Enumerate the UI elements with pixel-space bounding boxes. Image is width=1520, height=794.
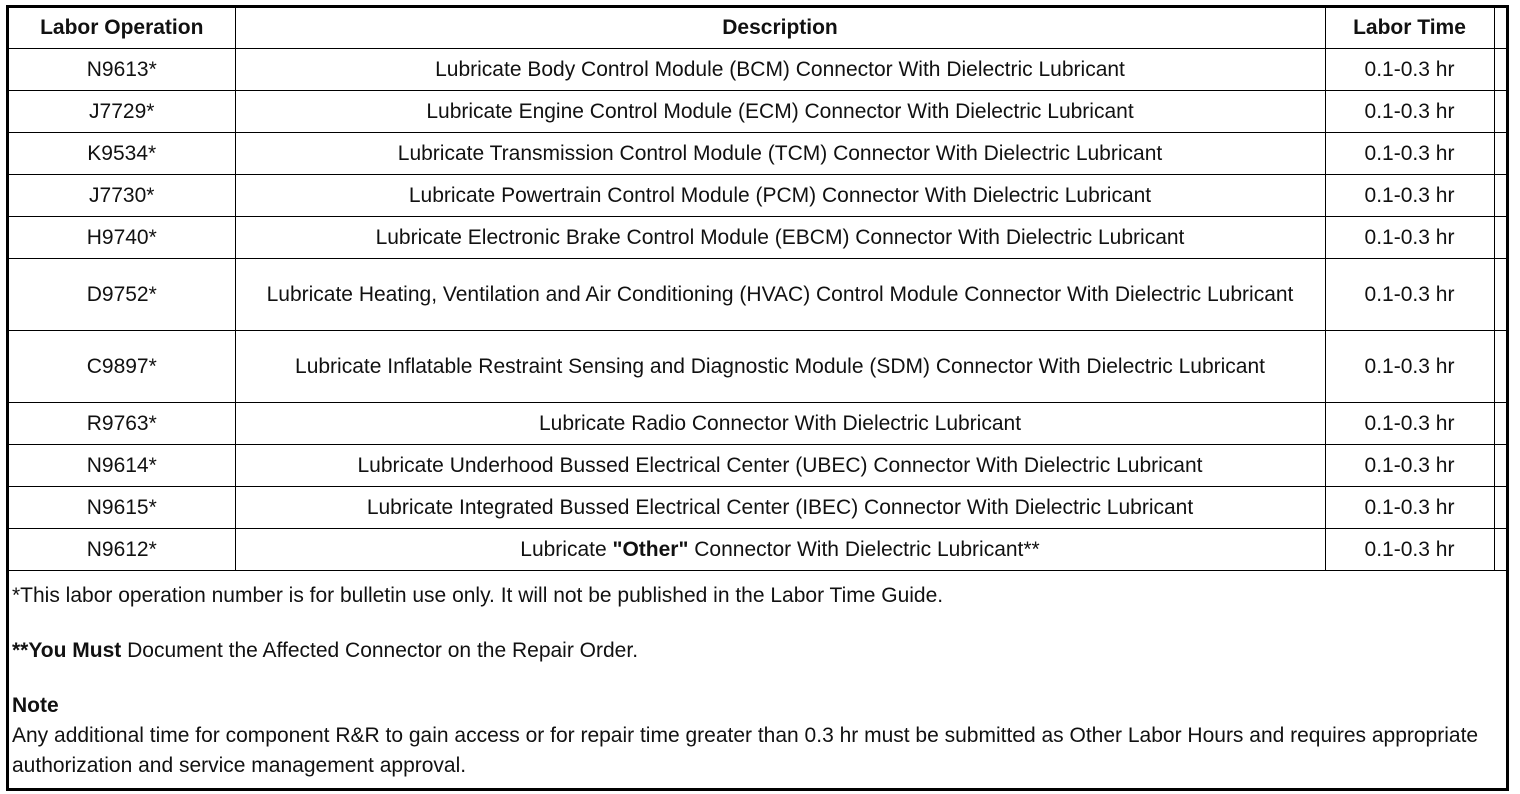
description-text-start: Lubricate	[520, 537, 613, 561]
bulletin-labor-frame	[6, 5, 1509, 791]
table-row	[9, 91, 1506, 133]
labor-time-cell: 0.1-0.3 hr	[1325, 529, 1494, 571]
description-cell: Lubricate Heating, Ventilation and Air Conditioning (HVAC) Control Module Connector With Dielectric Lubricant	[235, 259, 1325, 331]
labor-table-container	[9, 8, 1506, 571]
spacer-cell	[1494, 259, 1506, 331]
labor-time-cell: 0.1-0.3 hr	[1325, 175, 1494, 217]
description-cell: Lubricate Engine Control Module (ECM) Connector With Dielectric Lubricant	[235, 91, 1325, 133]
description-cell: Lubricate Inflatable Restraint Sensing and Diagnostic Module (SDM) Connector With Dielectric Lubricant	[235, 331, 1325, 403]
documentation-text: Document the Affected Connector on the Repair Order.	[121, 639, 639, 662]
notes-section	[12, 581, 1502, 781]
note-title: Note	[12, 694, 59, 717]
labor-time-cell: 0.1-0.3 hr	[1325, 133, 1494, 175]
spacer-cell	[1494, 133, 1506, 175]
spacer-cell	[1494, 217, 1506, 259]
description-cell: Lubricate Transmission Control Module (TCM) Connector With Dielectric Lubricant	[235, 133, 1325, 175]
bulletin-use-footnote: *This labor operation number is for bulletin use only. It will not be published in the Labor Time Guide.	[12, 584, 944, 607]
table-row	[9, 403, 1506, 445]
labor-operation-cell: J7729*	[9, 91, 235, 133]
note-heading	[12, 691, 1502, 721]
labor-operation-cell: D9752*	[9, 259, 235, 331]
description-emphasis: "Other"	[612, 537, 689, 561]
documentation-emphasis: **You Must	[12, 639, 122, 662]
header-description: Description	[235, 8, 1325, 49]
labor-operation-cell: N9613*	[9, 49, 235, 91]
table-row	[9, 175, 1506, 217]
table-row	[9, 217, 1506, 259]
table-row	[9, 259, 1506, 331]
labor-time-cell: 0.1-0.3 hr	[1325, 49, 1494, 91]
description-cell: Lubricate Underhood Bussed Electrical Center (UBEC) Connector With Dielectric Lubricant	[235, 445, 1325, 487]
labor-time-cell: 0.1-0.3 hr	[1325, 331, 1494, 403]
spacer-cell	[1494, 403, 1506, 445]
labor-operation-cell: N9614*	[9, 445, 235, 487]
spacer-cell	[1494, 487, 1506, 529]
spacer-cell	[1494, 49, 1506, 91]
labor-time-cell: 0.1-0.3 hr	[1325, 487, 1494, 529]
table-row	[9, 331, 1506, 403]
description-cell: Lubricate Body Control Module (BCM) Connector With Dielectric Lubricant	[235, 49, 1325, 91]
labor-time-cell: 0.1-0.3 hr	[1325, 259, 1494, 331]
labor-time-cell: 0.1-0.3 hr	[1325, 91, 1494, 133]
spacer-cell	[1494, 175, 1506, 217]
description-text-end: Connector With Dielectric Lubricant**	[688, 537, 1040, 561]
description-cell: Lubricate Radio Connector With Dielectric Lubricant	[235, 403, 1325, 445]
table-row	[9, 487, 1506, 529]
table-header-row	[9, 8, 1506, 49]
spacer-cell	[1494, 91, 1506, 133]
description-cell: Lubricate Integrated Bussed Electrical Center (IBEC) Connector With Dielectric Lubricant	[235, 487, 1325, 529]
labor-table	[9, 8, 1506, 571]
labor-time-cell: 0.1-0.3 hr	[1325, 445, 1494, 487]
header-labor-time: Labor Time	[1325, 8, 1494, 49]
header-labor-operation: Labor Operation	[9, 8, 235, 49]
labor-time-cell: 0.1-0.3 hr	[1325, 403, 1494, 445]
header-spacer	[1494, 8, 1506, 49]
table-row	[9, 445, 1506, 487]
labor-operation-cell: R9763*	[9, 403, 235, 445]
description-cell: Lubricate Electronic Brake Control Module (EBCM) Connector With Dielectric Lubricant	[235, 217, 1325, 259]
labor-operation-cell: C9897*	[9, 331, 235, 403]
spacer-cell	[1494, 445, 1506, 487]
spacer-cell	[1494, 529, 1506, 571]
table-row	[9, 49, 1506, 91]
labor-time-cell: 0.1-0.3 hr	[1325, 217, 1494, 259]
table-row	[9, 133, 1506, 175]
description-cell	[235, 529, 1325, 571]
note-body: Any additional time for component R&R to gain access or for repair time greater than 0.3 hr must be submitted as Other Labor Hours and requires appropriate authorization and service management approval.	[12, 724, 1479, 777]
labor-operation-cell: J7730*	[9, 175, 235, 217]
spacer-cell	[1494, 331, 1506, 403]
table-row	[9, 529, 1506, 571]
description-cell: Lubricate Powertrain Control Module (PCM) Connector With Dielectric Lubricant	[235, 175, 1325, 217]
labor-operation-cell: K9534*	[9, 133, 235, 175]
documentation-requirement	[12, 636, 1502, 666]
labor-operation-cell: H9740*	[9, 217, 235, 259]
labor-operation-cell: N9615*	[9, 487, 235, 529]
labor-operation-cell: N9612*	[9, 529, 235, 571]
